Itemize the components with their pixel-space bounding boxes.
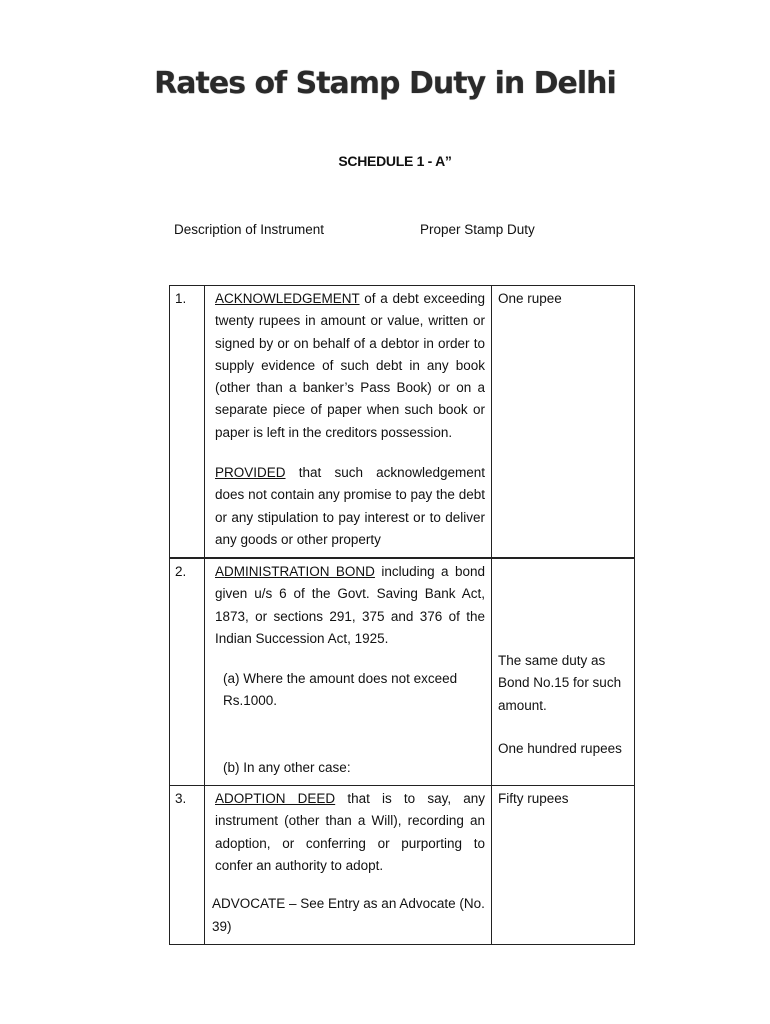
entry-heading: ADMINISTRATION BOND (215, 564, 375, 579)
duty-a: The same duty as Bond No.15 for such amount. (498, 653, 622, 713)
entry-duty: One rupee (492, 286, 635, 558)
entry-text (215, 561, 485, 650)
column-header-description: Description of Instrument (174, 222, 325, 237)
entry-proviso (215, 462, 485, 551)
proviso-body: that such acknowledgement does not contain any promise to pay the debt or any stipulation to pay interest or to deliver any goods or other property (215, 465, 485, 547)
duty-b: One hundred rupees (498, 740, 622, 756)
entry-description (205, 559, 492, 786)
entry-heading: ACKNOWLEDGEMENT (215, 291, 360, 306)
entry-number: 2. (170, 559, 205, 786)
entry-table-1 (169, 285, 635, 558)
entry-number: 3. (170, 786, 205, 945)
entry-duty: Fifty rupees (492, 786, 635, 945)
table-row (170, 786, 635, 945)
entry-body: that is to say, any instrument (other than a Will), recording an adoption, or conferring or purporting to confer an authority to adopt. (215, 791, 485, 873)
schedule-heading: SCHEDULE 1 - A” (338, 153, 452, 169)
entry-heading: ADOPTION DEED (215, 791, 336, 807)
proviso-heading: PROVIDED (215, 465, 286, 481)
clause-a: (a) Where the amount does not exceed Rs.1000. (223, 671, 458, 709)
clause-b: (b) In any other case: (223, 759, 351, 775)
entry-table-2 (169, 558, 635, 945)
table-row (170, 286, 635, 558)
column-header-duty: Proper Stamp Duty (420, 222, 535, 237)
entry-text (215, 788, 485, 877)
entry-text (215, 288, 485, 444)
page-title: Rates of Stamp Duty in Delhi (154, 66, 616, 101)
cross-reference-note: ADVOCATE – See Entry as an Advocate (No. 39) (212, 896, 485, 934)
entry-number: 1. (170, 286, 205, 558)
entry-duty (492, 559, 635, 786)
entry-body: including a bond given u/s 6 of the Govt. Saving Bank Act, 1873, or sections 291, 375 and 376 of the Indian Succession Act, 1925. (215, 564, 485, 646)
entry-description (205, 286, 492, 558)
entry-description (205, 786, 492, 945)
entry-body: of a debt exceeding twenty rupees in amount or value, written or signed by or on behalf of a debtor in order to supply evidence of such debt in any book (other than a banker’s Pass Book) or on a separate piece of paper when such book or paper is left in the creditors possession. (215, 291, 485, 440)
table-row (170, 559, 635, 786)
